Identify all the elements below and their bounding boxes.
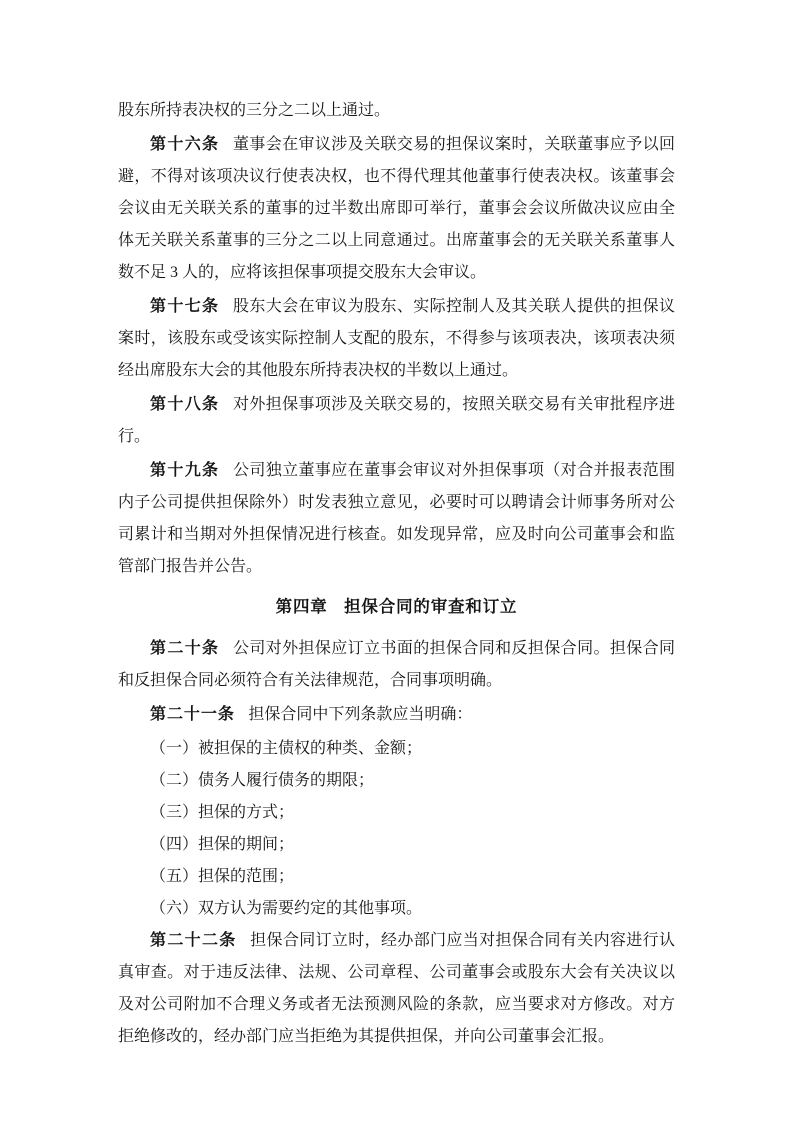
continuation-paragraph: 股东所持表决权的三分之二以上通过。: [118, 102, 391, 119]
document-body: [118, 95, 675, 1053]
article-16-text: 董事会在审议涉及关联交易的担保议案时，关联董事应予以回避，不得对该项决议行使表决权，也不得代理其他董事行使表决权。该董事会会议由无关联关系的董事的过半数出席即可举行，董事会会议所做决议应由全体无关联关系董事的三分之二以上同意通过。出席董事会的无关联关系董事人数不足 3 人的，应将该担保事项提交股东大会审议。: [118, 136, 675, 281]
clause-item-6: （六）双方认为需要约定的其他事项。: [150, 900, 423, 917]
article-19-paragraph: [118, 455, 675, 583]
article-19-number: 第十九条: [150, 462, 220, 479]
article-16-paragraph: [118, 129, 675, 289]
article-16-number: 第十六条: [150, 136, 220, 153]
article-20-number: 第二十条: [150, 640, 220, 657]
clause-item-4: （四）担保的期间；: [150, 836, 295, 853]
article-19-text: 公司独立董事应在董事会审议对外担保事项（对合并报表范围内子公司提供担保除外）时发表独立意见，必要时可以聘请会计师事务所对公司累计和当期对外担保情况进行核查。如发现异常，应及时向公司董事会和监管部门报告并公告。: [118, 462, 675, 575]
article-18-text: 对外担保事项涉及关联交易的，按照关联交易有关审批程序进行。: [118, 396, 675, 445]
article-18-number: 第十八条: [150, 396, 220, 413]
article-17-text: 股东大会在审议为股东、实际控制人及其关联人提供的担保议案时，该股东或受该实际控制人支配的股东，不得参与该项表决，该项表决须经出席股东大会的其他股东所持表决权的半数以上通过。: [118, 298, 675, 379]
article-18-paragraph: [118, 389, 675, 453]
clause-item-2: （二）债务人履行债务的期限；: [150, 772, 375, 789]
article-21-text: 担保合同中下列条款应当明确：: [248, 706, 473, 723]
chapter-heading: [118, 591, 675, 623]
article-20-text: 公司对外担保应订立书面的担保合同和反担保合同。担保合同和反担保合同必须符合有关法律规范，合同事项明确。: [118, 640, 675, 689]
article-21-paragraph: [118, 699, 675, 731]
chapter-title: 担保合同的审查和订立: [344, 598, 518, 616]
article-20-paragraph: [118, 633, 675, 697]
article-17-number: 第十七条: [150, 298, 220, 315]
clause-item-5: （五）担保的范围；: [150, 868, 295, 885]
article-21-number: 第二十一条: [150, 706, 235, 723]
chapter-label: 第四章: [275, 598, 328, 616]
clause-item-3: （三）担保的方式；: [150, 804, 295, 821]
article-17-paragraph: [118, 291, 675, 387]
article-22-paragraph: [118, 925, 675, 1053]
article-22-number: 第二十二条: [150, 932, 237, 949]
clause-item-1: （一）被担保的主债权的种类、金额；: [150, 740, 423, 757]
article-22-text: 担保合同订立时，经办部门应当对担保合同有关内容进行认真审查。对于违反法律、法规、公司章程、公司董事会或股东大会有关决议以及对公司附加不合理义务或者无法预测风险的条款，应当要求对方修改。对方拒绝修改的，经办部门应当拒绝为其提供担保，并向公司董事会汇报。: [118, 932, 675, 1045]
